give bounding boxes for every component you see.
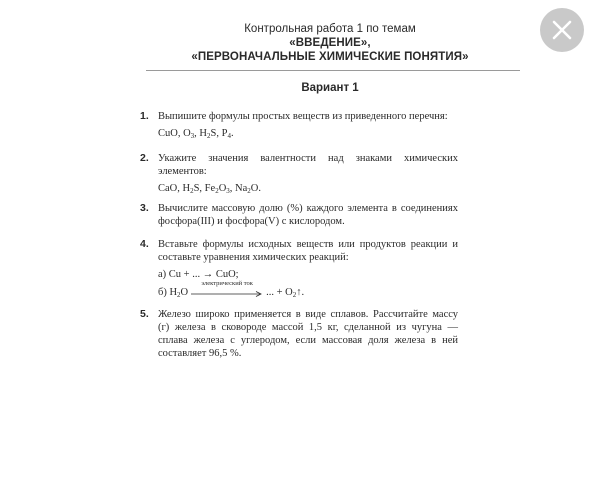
document-header [140,22,520,64]
task-number: 5. [140,308,149,320]
close-button[interactable] [540,8,584,52]
task-formula: CuO, $O_3$, $H_2S$, $P_4$. [158,128,234,140]
task-2 [140,152,458,195]
header-line-1: Контрольная работа 1 по темам [244,23,416,35]
task-text: Выпишите формулы простых веществ из приведенного перечня: [158,111,448,122]
arrow-label: электрический ток [201,280,253,288]
task-text: Вставьте формулы исходных веществ или продуктов реакции и составьте уравнения химических реакций: [158,239,458,263]
header-line-3: «ПЕРВОНАЧАЛЬНЫЕ ХИМИЧЕСКИЕ ПОНЯТИЯ» [191,51,469,63]
task-formula: CaO, $H_2S$, $Fe_2O_3$, $Na_2O$. [158,183,261,195]
reaction-arrow [191,280,263,299]
task-number: 2. [140,152,149,164]
task-number: 1. [140,110,149,122]
arrow-right-icon [191,290,263,298]
task-text: Железо широко применяется в виде сплавов. Рассчитайте массу (г) железа в сковороде массой 1,5 кг, сделанной из чугуна — сплава железа с углеродом, если массовая доля железа в ней составляет 96,5 %. [158,309,458,359]
task-text: Вычислите массовую долю (%) каждого элемента в соединениях фосфора(III) и фосфора(V) с кислородом. [158,203,458,227]
variant-title: Вариант 1 [301,82,359,94]
close-icon [551,19,573,41]
task-number: 3. [140,202,149,214]
reaction-a: а) Cu + ... → CuO; [158,269,239,280]
task-number: 4. [140,238,149,250]
task-1 [140,110,458,140]
task-5 [140,308,458,360]
task-text: Укажите значения валентности над знаками химических элементов: [158,153,458,177]
task-4 [140,238,458,299]
header-divider [146,70,520,71]
header-line-2: «ВВЕДЕНИЕ», [289,37,371,49]
reaction-b: б) $H_2O$ электрический ток ... + $O_2↑$. [158,280,305,299]
task-3 [140,202,458,228]
